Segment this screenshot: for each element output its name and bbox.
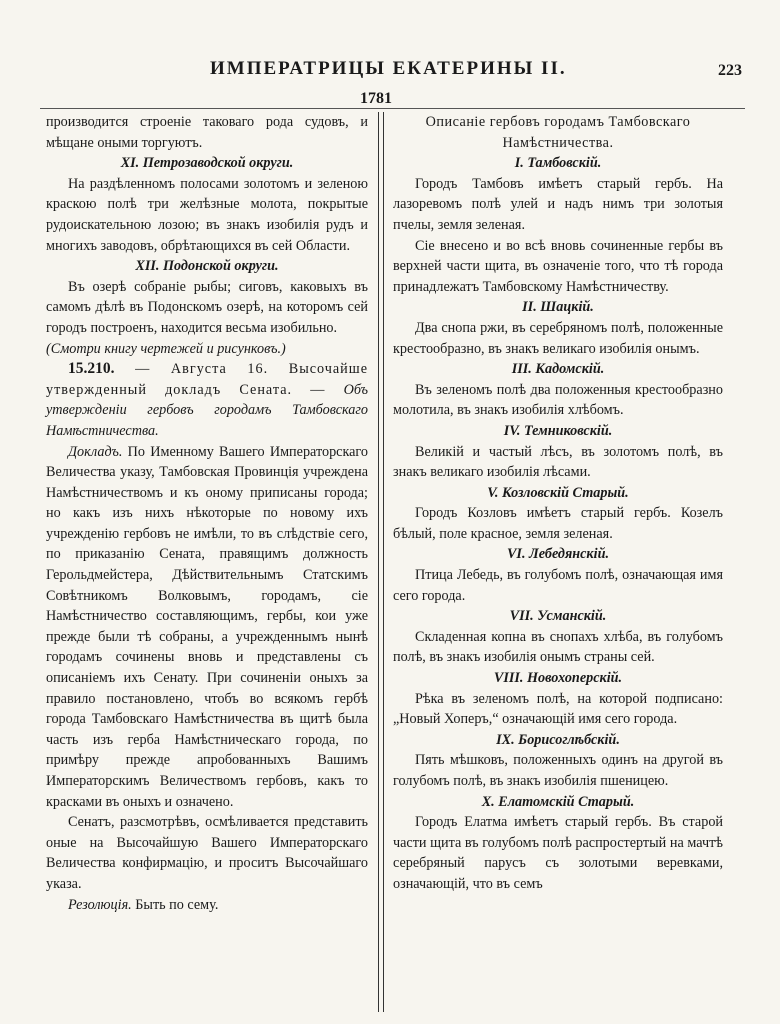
- running-title: ИМПЕРАТРИЦЫ ЕКАТЕРИНЫ II.: [210, 58, 567, 79]
- running-head: [0, 58, 780, 84]
- paragraph-temnikov: Великій и частый лѣсъ, въ золотомъ полѣ, въ знакъ великаго изобилія лѣсами.: [393, 443, 723, 481]
- report-text: По Именному Вашего Императорскаго Величества указу, Тамбовская Провинція учреждена Намѣстничествомъ и къ оному приписаны города; но какъ изъ нихъ нѣкоторые по новому ихъ учрежденію гербовъ не имѣли, то въ слѣдствіе сего, по приказанію Сената, правящимъ должность Герольдмейстера, Дѣйствительнымъ Статскимъ Совѣтникомъ Волковымъ, городамъ, сіе Намѣстничество составляющимъ, гербы, кои уже прежде были тѣ собраны, а учрежденнымъ нынѣ городамъ сочинены вновь и представлены съ описаніемъ ихъ Сенату. При сочиненіи оныхъ за правило постановлено, чтобъ во всякомъ гербѣ города Тамбовскаго Намѣстничества въ щитѣ была часть изъ герба Намѣстническаго города, по примѣру прежде апробованныхъ Вашимъ Императорскимъ Величествомъ гербовъ, какъ то красками въ оныхъ и означено.: [46, 443, 368, 810]
- paragraph-podonsk: Въ озерѣ собраніе рыбы; сиговъ, каковыхъ въ самомъ дѣлѣ въ Подонскомъ озерѣ, на которомъ сей городъ построенъ, находится весьма изобильно.: [46, 278, 368, 336]
- paragraph-usman: Складенная копна въ снопахъ хлѣба, въ голубомъ полѣ, въ знакъ изобилія онымъ страны сей.: [393, 628, 723, 666]
- paragraph-kozlov: Городъ Козловъ имѣетъ старый гербъ. Козелъ бѣлый, поле красное, земля зеленая.: [393, 505, 723, 542]
- column-divider: [378, 112, 384, 1012]
- header-rule: [40, 108, 745, 109]
- page-number: 223: [718, 62, 742, 79]
- see-note: (Смотри книгу чертежей и рисунковъ.): [46, 340, 286, 357]
- right-column: [393, 112, 723, 895]
- year-label: 1781: [360, 90, 392, 107]
- paragraph-tambov-b: Сіе внесено и во всѣ вновь сочиненные гербы въ верхней части щита, въ означеніе того, что тѣ города принадлежатъ Тамбовскому Намѣстничеству.: [393, 237, 723, 295]
- resolution-text: Быть по сему.: [131, 896, 219, 913]
- decree-number: 15.210.: [68, 360, 115, 378]
- heading-lebedyan: VI. Лебедянскій.: [506, 546, 610, 563]
- resolution-paragraph: [46, 895, 368, 916]
- heading-podonsk: XII. Подонской округи.: [135, 258, 279, 275]
- report-paragraph: [46, 442, 368, 813]
- heading-kozlov: V. Козловскій Старый.: [487, 484, 629, 501]
- heading-petrozavodsk: XI. Петрозаводской округи.: [120, 155, 294, 172]
- paragraph-novokhopersk: Рѣка въ зеленомъ полѣ, на которой подписано: „Новый Хоперъ,“ означающій имя сего города.: [393, 690, 723, 728]
- left-column: [46, 112, 368, 915]
- decree-intro: — Августа 16. Высочайше утвержденный докладъ Сената. —: [46, 361, 368, 398]
- description-heading: Описаніе гербовъ городамъ Тамбовскаго Намѣстничества.: [425, 114, 691, 151]
- decree-header: [46, 359, 368, 441]
- paragraph-kadom: Въ зеленомъ полѣ два положенныя крестообразно молотила, въ знакъ изобилія хлѣбомъ.: [393, 381, 723, 419]
- decree-subject: Объ утвержденіи гербовъ городамъ Тамбовскаго Намѣстничества.: [46, 381, 368, 439]
- paragraph-borisoglebsk: Пять мѣшковъ, положенныхъ одинъ на другой въ голубомъ полѣ, въ знакъ изобилія пшеницею.: [393, 752, 723, 789]
- heading-kadom: III. Кадомскій.: [511, 361, 605, 378]
- paragraph-tambov-a: Городъ Тамбовъ имѣетъ старый гербъ. На лазоревомъ полѣ улей и надъ нимъ три золотыя пчелы, земля зеленая.: [393, 175, 723, 233]
- heading-elatma: X. Елатомскій Старый.: [481, 793, 635, 810]
- heading-novokhopersk: VIII. Новохоперскій.: [493, 670, 623, 687]
- paragraph-continuation: производится строеніе таковаго рода судовъ, и мѣщане оными торгуютъ.: [46, 114, 368, 151]
- paragraph-petrozavodsk: На раздѣленномъ полосами золотомъ и зеленою краскою полѣ три желѣзные молота, покрытые рудоискательною лозою; въ знакъ изобилія рудъ и многихъ заводовъ, обрѣтающихся въ сей Области.: [46, 175, 368, 254]
- heading-borisoglebsk: IX. Борисоглѣбскій.: [496, 731, 620, 748]
- resolution-label: Резолюція.: [68, 896, 132, 913]
- report-label: Докладъ.: [68, 443, 123, 460]
- heading-usman: VII. Усманскій.: [509, 608, 607, 625]
- paragraph-elatma: Городъ Елатма имѣетъ старый гербъ. Въ старой части щита въ голубомъ полѣ распростертый на мачтѣ серебряный парусъ съ золотыми веревками, означающій, что въ семъ: [393, 814, 723, 892]
- senate-paragraph: Сенатъ, разсмотрѣвъ, осмѣливается представить оные на Высочайшую Вашего Императорскаго Величества конфирмацію, и проситъ Высочайшаго указа.: [46, 814, 368, 892]
- paragraph-shatsk: Два снопа ржи, въ серебряномъ полѣ, положенные крестообразно, въ знакъ великаго изобилія онымъ.: [393, 319, 723, 357]
- heading-temnikov: IV. Темниковскій.: [503, 422, 613, 439]
- heading-shatsk: II. Шацкій.: [522, 299, 594, 316]
- heading-tambov: I. Тамбовскій.: [514, 155, 602, 172]
- paragraph-lebedyan: Птица Лебедь, въ голубомъ полѣ, означающая имя сего города.: [393, 567, 723, 604]
